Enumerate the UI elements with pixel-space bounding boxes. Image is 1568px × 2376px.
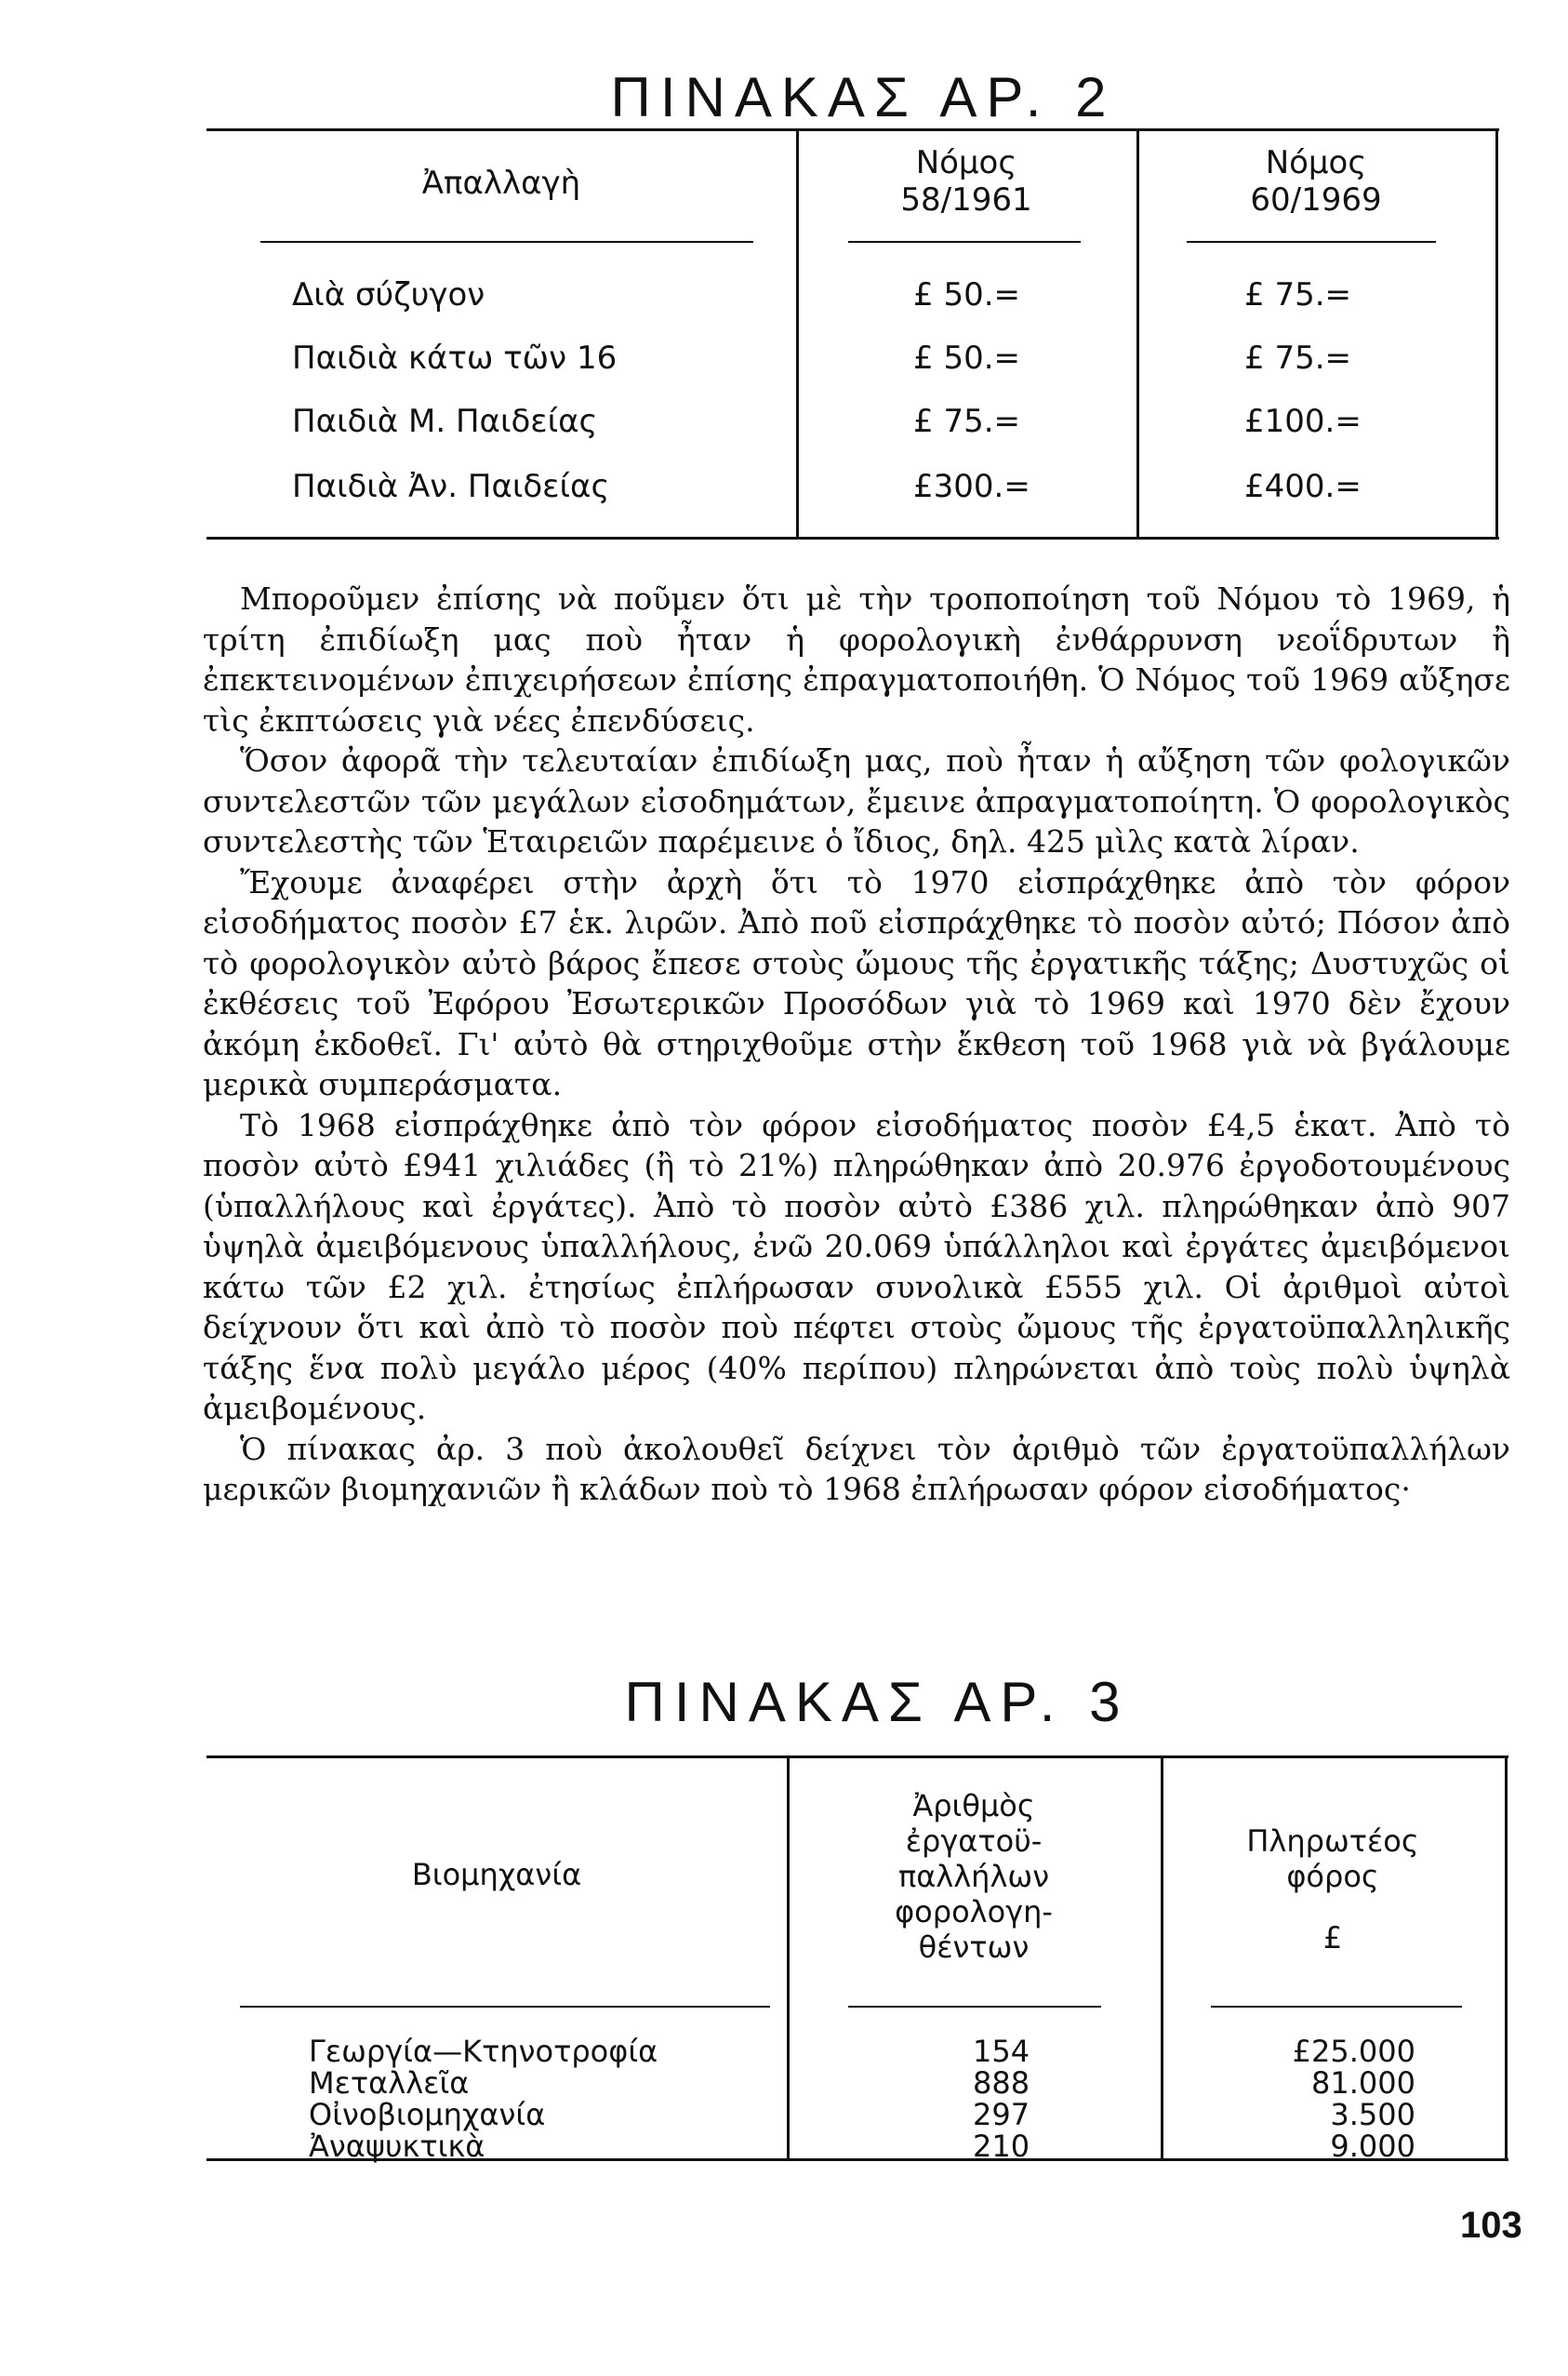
table-3-industry-column	[309, 2036, 658, 2162]
table-3-header-rule	[1211, 2006, 1462, 2008]
paragraph: Μποροῦμεν ἐπίσης νὰ ποῦμεν ὅτι μὲ τὴν τροποποίηση τοῦ Νόμου τὸ 1969, ἡ τρίτη ἐπιδίωξη μας ποὺ ἦταν ἡ φορολογικὴ ἐνθάρρυνση νεοΐδρυτων ἢ ἐπεκτεινομένων ἐπιχειρήσεων ἐπίσης ἐπραγματοποιήθη. Ὁ Νόμος τοῦ 1969 αὔξησε τὶς ἐκπτώσεις γιὰ νέες ἐπενδύσεις.	[203, 581, 1510, 739]
table-3-tax-cell: £25.000	[1292, 2034, 1415, 2069]
table-3-industry-cell: Γεωργία—Κτηνοτροφία	[309, 2034, 658, 2069]
table-2-row-value-1969: £400.=	[1244, 468, 1362, 505]
table-2-row-value-1969: £ 75.=	[1244, 340, 1351, 377]
paragraph: Τὸ 1968 εἰσπράχθηκε ἀπὸ τὸν φόρον εἰσοδήματος ποσὸν £4,5 ἑκατ. Ἀπὸ τὸ ποσὸν αὐτὸ £941 χιλιάδες (ἢ τὸ 21%) πληρώθηκαν ἀπὸ 20.976 ἐργοδοτουμένους (ὑπαλλήλους καὶ ἐργάτες). Ἀπὸ τὸ ποσὸν αὐτὸ £386 χιλ. πληρώθηκαν ἀπὸ 907 ὑψηλὰ ἀμειβόμενους ὑπαλλήλους, ἐνῶ 20.069 ὑπάλληλοι καὶ ἐργάτες ἀμειβόμενοι κάτω τῶν £2 χιλ. ἐτησίως ἐπλήρωσαν συνολικὰ £555 χιλ. Οἱ ἀριθμοὶ αὐτοὶ δείχνουν ὅτι καὶ ἀπὸ τὸ ποσὸν ποὺ πέφτει στοὺς ὤμους τῆς ἐργατοϋπαλληλικῆς τάξης ἕνα πολὺ μεγάλο μέρος (40% περίπου) πληρώνεται ἀπὸ τοὺς πολὺ ὑψηλὰ ἀμειβομένους.	[203, 1106, 1510, 1426]
table-2-header-law-1961	[796, 144, 1136, 219]
table-2-title: ΠΙΝΑΚΑΣ ΑΡ. 2	[610, 66, 1116, 128]
table-3-industry-cell: Μεταλλεῖα	[309, 2065, 470, 2101]
table-2-row-value-1961: £ 50.=	[913, 340, 1020, 377]
table-2-row-value-1961: £300.=	[913, 468, 1030, 505]
table-3-header-count	[787, 1788, 1161, 1965]
table-2-row-label: Παιδιὰ Μ. Παιδείας	[292, 403, 598, 440]
table-3-tax-column	[1257, 2036, 1415, 2162]
table-3-count-cell: 888	[973, 2065, 1030, 2101]
table-3-header-count-line: παλλήλων	[897, 1859, 1050, 1894]
paragraph: Ὁ πίνακας ἀρ. 3 ποὺ ἀκολουθεῖ δείχνει τὸν ἀριθμὸ τῶν ἐργατοϋπαλλήλων μερικῶν βιομηχανιῶν ἢ κλάδων ποὺ τὸ 1968 ἐπλήρωσαν φόρον εἰσοδήματος·	[203, 1430, 1510, 1507]
page-number: 103	[1460, 2205, 1522, 2246]
table-3-industry-cell: Οἰνοβιομηχανία	[309, 2097, 546, 2132]
table-3-count-cell: 154	[973, 2034, 1030, 2069]
table-3-header-rule	[848, 2006, 1101, 2008]
table-2-header-law-1961-line1: Νόμος	[915, 144, 1017, 181]
table-3-header-count-line: φορολογη-	[895, 1894, 1053, 1929]
table-2-header-law-1961-line2: 58/1961	[900, 181, 1032, 219]
table-3-column-divider	[1161, 1758, 1163, 2158]
table-3-header-count-line: ἐργατοϋ-	[905, 1823, 1043, 1859]
table-2-row-label: Παιδιὰ κάτω τῶν 16	[292, 340, 618, 377]
table-2-header-exemption: Ἀπαλλαγὴ	[421, 165, 581, 202]
table-2-header-rule	[1187, 241, 1436, 243]
table-2-header-rule	[848, 241, 1081, 243]
table-3-title: ΠΙΝΑΚΑΣ ΑΡ. 3	[624, 1671, 1130, 1733]
table-2-row-label: Διὰ σύζυγον	[292, 276, 485, 314]
table-3-header-industry: Βιομηχανία	[411, 1857, 582, 1892]
table-2-header-law-1969-line1: Νόμος	[1265, 144, 1367, 181]
table-3-header-tax	[1161, 1823, 1505, 1956]
table-2-row-label: Παιδιὰ Ἀν. Παιδείας	[292, 468, 610, 505]
table-3-right-border	[1505, 1758, 1508, 2158]
table-3-header-count-line: Ἀριθμὸς	[912, 1788, 1035, 1823]
table-3-header-tax-line1: Πληρωτέος	[1246, 1823, 1419, 1859]
paragraph: Ὅσον ἀφορᾶ τὴν τελευταίαν ἐπιδίωξη μας, ποὺ ἦταν ἡ αὔξηση τῶν φολογικῶν συντελεστῶν τῶν μεγάλων εἰσοδημάτων, ἔμεινε ἀπραγματοποίητη. Ὁ φορολογικὸς συντελεστὴς τῶν Ἑταιρειῶν παρέμεινε ὁ ἴδιος, δηλ. 425 μὶλς κατὰ λίραν.	[203, 742, 1510, 860]
table-3-count-column	[973, 2036, 1030, 2162]
table-2	[206, 128, 1499, 540]
table-3	[206, 1755, 1508, 2164]
table-3-industry-cell: Ἀναψυκτικὰ	[309, 2129, 485, 2164]
table-3-tax-cell: 9.000	[1330, 2129, 1415, 2164]
table-3-header-tax-line2: φόρος	[1286, 1859, 1379, 1894]
table-3-tax-cell: 3.500	[1330, 2097, 1415, 2132]
table-2-row-value-1969: £ 75.=	[1244, 276, 1351, 314]
table-2-row-value-1961: £ 50.=	[913, 276, 1020, 314]
table-2-header-law-1969	[1136, 144, 1495, 219]
paragraph: Ἔχουμε ἀναφέρει στὴν ἀρχὴ ὅτι τὸ 1970 εἰσπράχθηκε ἀπὸ τὸν φόρον εἰσοδήματος ποσὸν £7 ἑκ. λιρῶν. Ἀπὸ ποῦ εἰσπράχθηκε τὸ ποσὸν αὐτό; Πόσον ἀπὸ τὸ φορολογικὸν αὐτὸ βάρος ἔπεσε στοὺς ὤμους τῆς ἐργατικῆς τάξης; Δυστυχῶς οἱ ἐκθέσεις τοῦ Ἐφόρου Ἐσωτερικῶν Προσόδων γιὰ τὸ 1969 καὶ 1970 δὲν ἔχουν ἀκόμη ἐκδοθεῖ. Γι' αὐτὸ θὰ στηριχθοῦμε στὴν ἔκθεση τοῦ 1968 γιὰ νὰ βγάλουμε μερικὰ συμπεράσματα.	[203, 863, 1510, 1102]
table-3-tax-cell: 81.000	[1311, 2065, 1415, 2101]
table-3-header-tax-currency: £	[1322, 1920, 1343, 1956]
table-2-row-value-1969: £100.=	[1244, 403, 1362, 440]
body-text	[203, 579, 1510, 1510]
table-2-right-border	[1495, 131, 1498, 537]
table-3-header-count-line: θέντων	[918, 1929, 1030, 1965]
table-2-row-value-1961: £ 75.=	[913, 403, 1020, 440]
table-3-count-cell: 210	[973, 2129, 1030, 2164]
table-2-header-law-1969-line2: 60/1969	[1250, 181, 1382, 219]
table-3-count-cell: 297	[973, 2097, 1030, 2132]
table-3-header-rule	[240, 2006, 770, 2008]
table-2-header-rule	[260, 241, 753, 243]
